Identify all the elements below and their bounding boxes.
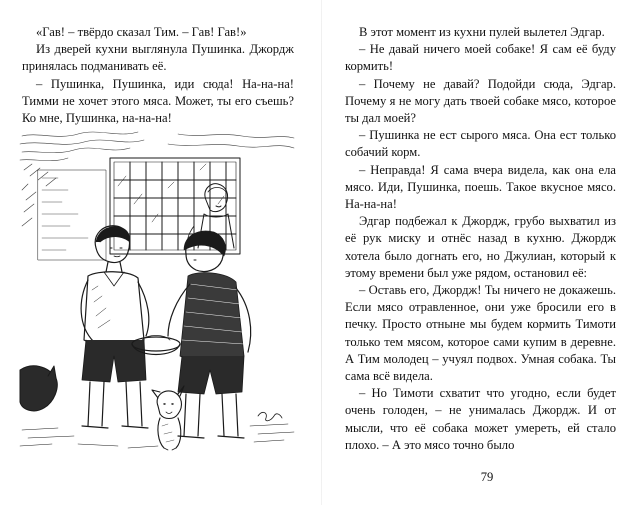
illustration-dog xyxy=(152,386,184,450)
right-paragraph-5: – Неправда! Я сама вчера видела, как она ела мясо. Иди, Пушинка, поешь. Такое вкусное мясо. На-на-на! xyxy=(345,162,616,212)
left-page-text xyxy=(22,24,294,127)
illustration xyxy=(18,130,296,454)
illustration-artist-signature xyxy=(258,412,282,420)
right-paragraph-4: – Пушинка не ест сырого мяса. Она ест только собачий корм. xyxy=(345,128,616,160)
page-number: 79 xyxy=(480,470,494,484)
right-paragraph-6: Эдгар подбежал к Джордж, грубо выхватил из её рук миску и отнёс назад в кухню. Джордж хотела было догнать его, но Джулиан, который к этому времени был уже рядом, остановил её: xyxy=(345,214,616,280)
right-page-text xyxy=(345,24,616,454)
left-page xyxy=(0,0,321,505)
right-paragraph-1: В этот момент из кухни пулей вылетел Эдгар. xyxy=(359,25,605,39)
illustration-left-boy xyxy=(81,226,149,428)
illustration-ground xyxy=(20,424,294,448)
right-paragraph-3: – Почему не давай? Подойди сюда, Эдгар. Почему я не могу дать твоей собаке мясо, которое ты дал моей? xyxy=(345,76,616,126)
left-paragraph-3: – Пушинка, Пушинка, иди сюда! На-на-на! Тимми не хочет этого мяса. Может, ты его съешь? Ко мне, Пушинка, на-на-на! xyxy=(22,76,294,126)
right-paragraph-8: – Но Тимоти схватит что угодно, если будет очень голоден, – не унималась Джордж. И от мысли, что её собака может умереть, ей стало плохо. – А это мясо точно было xyxy=(345,386,616,452)
illustration-background-shading xyxy=(20,132,294,226)
right-paragraph-2: – Не давай ничего моей собаке! Я сам её буду кормить! xyxy=(345,42,616,74)
right-paragraph-7: – Оставь его, Джордж! Ты ничего не докажешь. Если мясо отравленное, они уже бросили его в печку. Просто отныне мы будем кормить Тимоти только тем мясом, которое сами купим в деревне. А Тим молодец – учуял подвох. Умная собака. Ты сама всё видела. xyxy=(345,283,616,384)
left-paragraph-1: «Гав! – твёрдо сказал Тим. – Гав! Гав!» xyxy=(36,25,247,39)
right-page xyxy=(322,0,643,505)
illustration-right-boy xyxy=(168,231,251,438)
illustration-dark-dog xyxy=(20,366,57,411)
left-paragraph-2: Из дверей кухни выглянула Пушинка. Джордж принялась подманивать её. xyxy=(22,42,294,74)
